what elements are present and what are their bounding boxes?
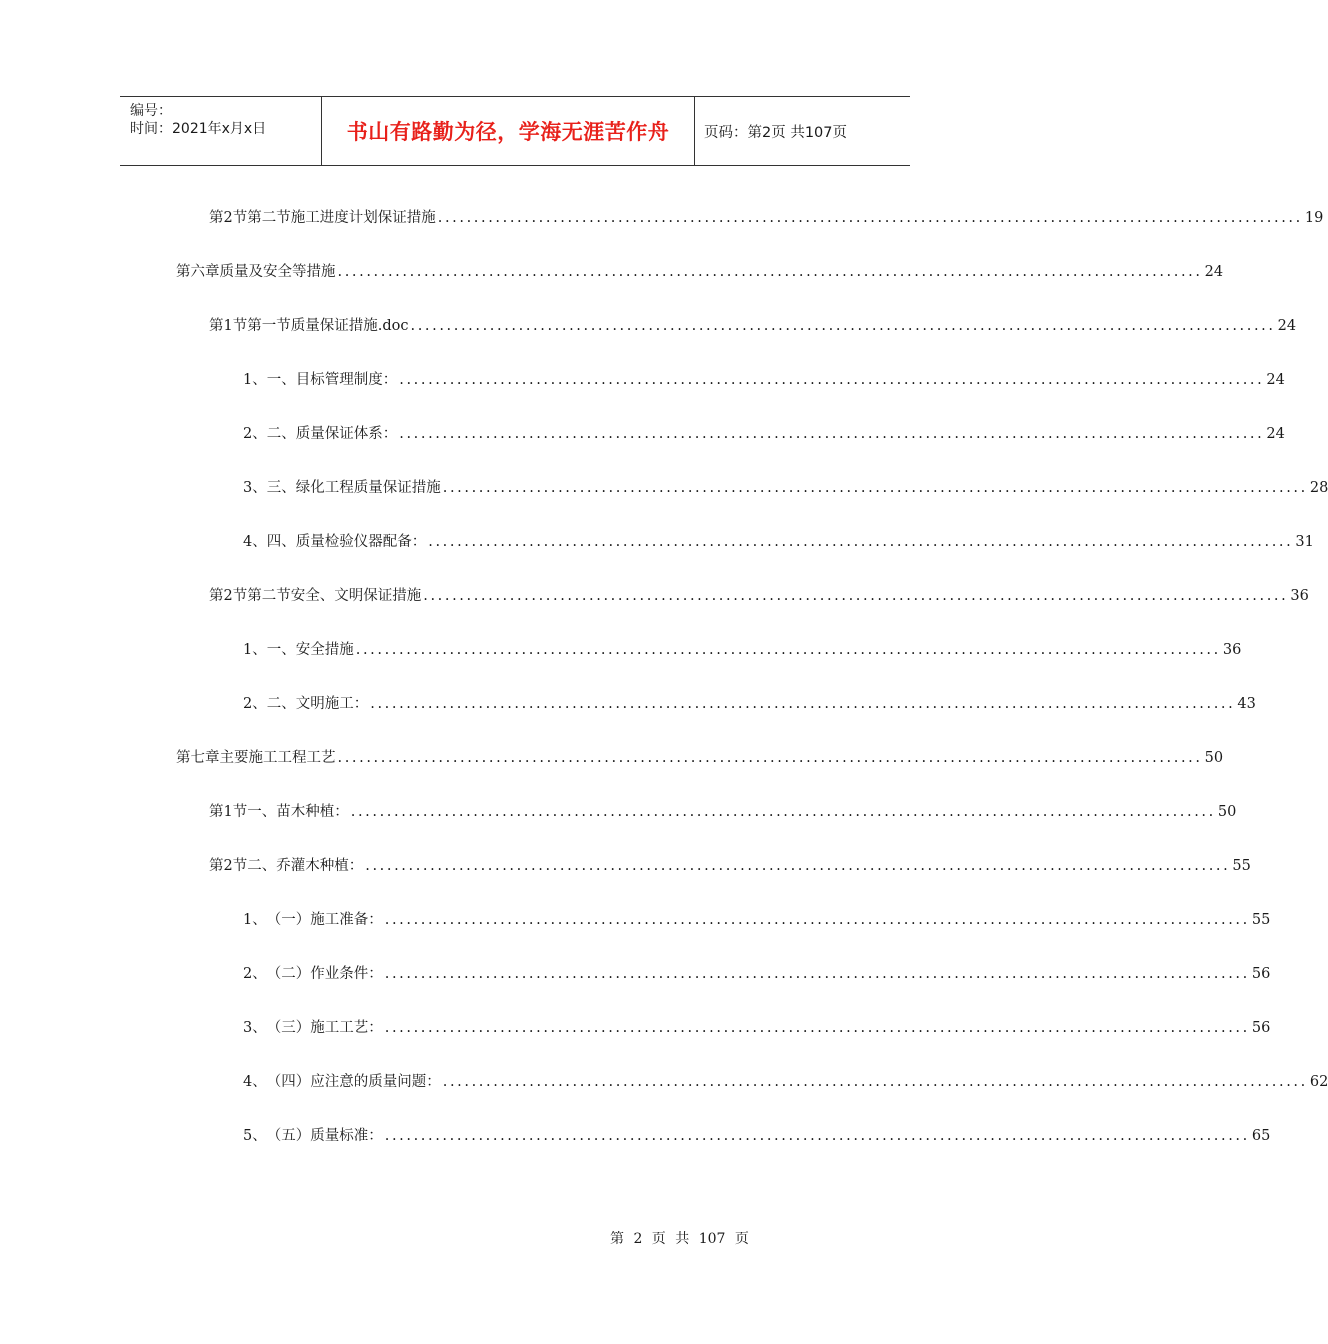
toc-entry-page: 24	[1277, 318, 1297, 334]
toc-dot-leader: ........................................................................................................................	[337, 750, 1203, 766]
header-page-info: 页码：第2页 共107页	[704, 125, 848, 141]
toc-entry[interactable]	[209, 801, 1237, 823]
time-label: 时间：2021年x月x日	[130, 121, 267, 137]
toc-entry-page: 56	[1251, 1020, 1271, 1036]
toc-entry-title: （二）作业条件：	[266, 966, 383, 982]
toc-entry-number: 4、	[243, 534, 267, 550]
toc-entry-page: 28	[1309, 480, 1328, 496]
toc-entry-page: 31	[1295, 534, 1314, 550]
toc-entry[interactable]	[209, 855, 1251, 877]
toc-entry-number: 1、	[243, 912, 267, 928]
toc-entry-number: 第1节	[209, 318, 248, 334]
toc-entry-page: 43	[1237, 696, 1256, 712]
toc-entry-page: 24	[1266, 372, 1285, 388]
toc-entry-title: 第二节施工进度计划保证措施	[247, 210, 436, 226]
toc-entry[interactable]	[243, 1125, 1271, 1147]
toc-dot-leader: ........................................................................................................................	[410, 318, 1276, 334]
toc-entry-number: 1、	[243, 372, 267, 388]
toc-entry-page: 19	[1304, 210, 1324, 226]
toc-entry-title: 质量及安全等措施	[219, 264, 336, 280]
toc-entry-title: 二、质量保证体系：	[266, 426, 398, 442]
toc-entry-title: （一）施工准备：	[266, 912, 383, 928]
toc-entry-number: 第2节	[209, 210, 248, 226]
header-motto: 书山有路勤为径，学海无涯苦作舟	[322, 97, 695, 165]
number-label: 编号：	[130, 103, 172, 119]
toc-dot-leader: ........................................................................................................................	[384, 1128, 1250, 1144]
toc-entry-page: 24	[1204, 264, 1224, 280]
toc-entry-page: 62	[1309, 1074, 1328, 1090]
toc-entry[interactable]	[243, 531, 1314, 553]
toc-entry-page: 50	[1217, 804, 1237, 820]
toc-entry-number: 4、	[243, 1074, 267, 1090]
toc-dot-leader: ........................................................................................................................	[337, 264, 1203, 280]
toc-entry[interactable]	[243, 477, 1328, 499]
toc-entry-title: （四）应注意的质量问题：	[266, 1074, 441, 1090]
toc-dot-leader: ........................................................................................................................	[399, 426, 1265, 442]
toc-entry-number: 第2节	[209, 858, 248, 874]
toc-entry[interactable]	[243, 963, 1271, 985]
toc-entry[interactable]	[243, 1017, 1271, 1039]
toc-dot-leader: ........................................................................................................................	[442, 1074, 1308, 1090]
toc-entry-number: 1、	[243, 642, 267, 658]
toc-entry-number: 5、	[243, 1128, 267, 1144]
toc-dot-leader: ........................................................................................................................	[399, 372, 1265, 388]
toc-entry-page: 24	[1266, 426, 1285, 442]
toc-entry-title: 第一节质量保证措施.doc	[247, 318, 409, 334]
toc-entry[interactable]	[176, 747, 1224, 769]
toc-entry-page: 55	[1251, 912, 1271, 928]
toc-entry-title: （三）施工工艺：	[266, 1020, 383, 1036]
toc-entry-page: 55	[1232, 858, 1251, 874]
toc-entry[interactable]	[209, 585, 1309, 607]
toc-entry-title: 三、绿化工程质量保证措施	[266, 480, 441, 496]
toc-dot-leader: ........................................................................................................................	[423, 588, 1289, 604]
toc-entry-title: 二、乔灌木种植：	[247, 858, 364, 874]
toc-entry-number: 3、	[243, 1020, 267, 1036]
toc-dot-leader: ........................................................................................................................	[437, 210, 1303, 226]
toc-entry[interactable]	[243, 639, 1242, 661]
toc-entry[interactable]	[243, 369, 1285, 391]
page-footer: 第 2 页 共 107 页	[610, 1231, 749, 1247]
toc-entry-number: 第2节	[209, 588, 248, 604]
toc-entry-page: 36	[1290, 588, 1309, 604]
toc-entry-title: 一、苗木种植：	[247, 804, 349, 820]
toc-entry-title: 一、安全措施	[266, 642, 354, 658]
toc-entry-number: 第七章	[176, 750, 220, 766]
toc-entry-number: 第六章	[176, 264, 220, 280]
toc-entry-number: 第1节	[209, 804, 248, 820]
toc-dot-leader: ........................................................................................................................	[384, 966, 1250, 982]
toc-dot-leader: ........................................................................................................................	[428, 534, 1294, 550]
toc-entry-number: 2、	[243, 696, 267, 712]
toc-entry-title: 一、目标管理制度：	[266, 372, 398, 388]
toc-dot-leader: ........................................................................................................................	[355, 642, 1221, 658]
toc-entry[interactable]	[243, 693, 1256, 715]
toc-entry-title: 第二节安全、文明保证措施	[247, 588, 422, 604]
toc-entry-title: （五）质量标准：	[266, 1128, 383, 1144]
toc-entry-page: 56	[1251, 966, 1271, 982]
toc-entry-title: 二、文明施工：	[266, 696, 369, 712]
toc-dot-leader: ........................................................................................................................	[442, 480, 1308, 496]
toc-entry-number: 2、	[243, 966, 267, 982]
toc-entry[interactable]	[243, 1071, 1328, 1093]
toc-entry-title: 四、质量检验仪器配备：	[266, 534, 427, 550]
toc-dot-leader: ........................................................................................................................	[350, 804, 1216, 820]
toc-entry-page: 36	[1222, 642, 1242, 658]
toc-dot-leader: ........................................................................................................................	[370, 696, 1236, 712]
toc-entry-number: 2、	[243, 426, 267, 442]
toc-dot-leader: ........................................................................................................................	[365, 858, 1231, 874]
toc-dot-leader: ........................................................................................................................	[384, 1020, 1250, 1036]
toc-dot-leader: ........................................................................................................................	[384, 912, 1250, 928]
toc-entry[interactable]	[243, 423, 1285, 445]
toc-entry-page: 50	[1204, 750, 1224, 766]
toc-entry[interactable]	[243, 909, 1271, 931]
toc-entry-number: 3、	[243, 480, 267, 496]
toc-entry-page: 65	[1251, 1128, 1271, 1144]
toc-entry-title: 主要施工工程工艺	[219, 750, 336, 766]
toc-entry[interactable]	[176, 261, 1224, 283]
toc-entry[interactable]	[209, 315, 1297, 337]
toc-entry[interactable]	[209, 207, 1324, 229]
